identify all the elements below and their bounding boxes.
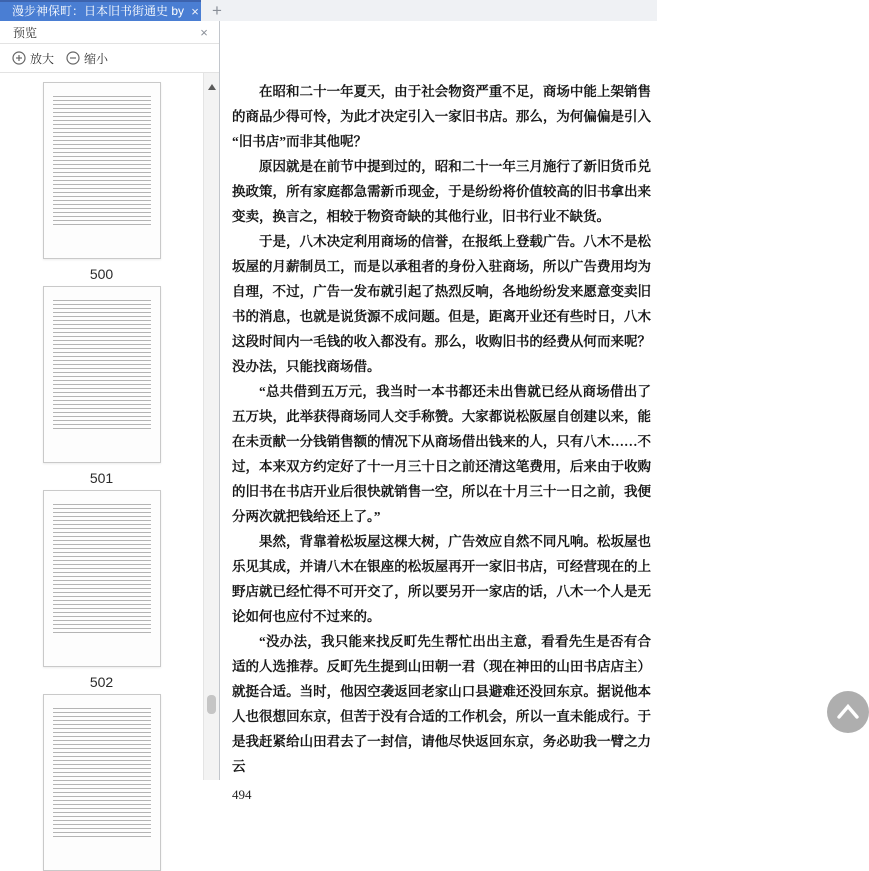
circle-plus-icon [12,51,26,65]
page-thumbnail[interactable] [43,286,161,463]
thumbnail-page-number: 501 [89,470,114,486]
thumbnail-text-preview [53,504,151,634]
zoom-in-button[interactable] [12,50,54,67]
page-content [232,21,651,807]
paragraph: 原因就是在前节中提到过的，昭和二十一年三月施行了新旧货币兑换政策，所有家庭都急需新币现金，于是纷纷将价值较高的旧书拿出来变卖，换言之，相较于物资奇缺的其他行业，旧书行业不缺货。 [232,159,651,224]
tab-close-icon[interactable]: × [191,4,199,19]
scrollbar-thumb[interactable] [207,695,216,714]
thumbnail-text-preview [53,96,151,226]
zoom-out-button[interactable] [66,50,108,67]
chevron-up-icon [827,691,869,733]
thumbnail-item [0,82,203,283]
paragraph: 于是，八木决定利用商场的信誉，在报纸上登载广告。八木不是松坂屋的月薪制员工，而是以承租者的身份入驻商场，所以广告费用均为自理，不过，广告一发布就引起了热烈反响，各地纷纷发来愿意变卖旧书的消息，也就是说货源不成问题。但是，距离开业还有些时日，八木这段时间内一毛钱的收入都没有。那么，收购旧书的经费从何而来呢？没办法，只能找商场借。 [232,234,651,374]
paragraph: “没办法，我只能来找反町先生帮忙出出主意，看看先生是否有合适的人选推荐。反町先生提到山田朝一君（现在神田的山田书店店主）就挺合适。当时，他因空袭返回老家山口县避难还没回东京。据说他本人也很想回东京，但苦于没有合适的工作机会，所以一直未能成行。于是我赶紧给山田君去了一封信，请他尽快返回东京，务必助我一臂之力云 [232,634,651,774]
page-thumbnail[interactable] [43,694,161,871]
paragraph: “总共借到五万元，我当时一本书都还未出售就已经从商场借出了五万块，此举获得商场同人交手称赞。大家都说松阪屋自创建以来，能在未贡献一分钱销售额的情况下从商场借出钱来的人，只有八木……不过，本来双方约定好了十一月三十日之前还清这笔费用，后来由于收购的旧书在书店开业后很快就销售一空，所以在十月三十一日之前，我便分两次就把钱给还上了。” [232,384,651,524]
thumbnail-text-preview [53,708,151,838]
sidebar-scrollbar[interactable] [203,73,219,780]
page-thumbnail[interactable] [43,82,161,259]
back-to-top-button[interactable] [827,691,869,733]
document-tab[interactable] [0,0,201,21]
page-thumbnail[interactable] [43,490,161,667]
thumbnail-text-preview [53,300,151,430]
page-number: 494 [232,787,252,802]
tab-title: 漫步神保町：日本旧书街通史 by [12,4,185,18]
sidebar-close-icon[interactable]: × [200,24,208,40]
zoom-in-label: 放大 [30,51,55,66]
paragraph: 在昭和二十一年夏天，由于社会物资严重不足，商场中能上架销售的商品少得可怜，为此才决定引入一家旧书店。那么，为何偏偏是引入“旧书店”而非其他呢？ [232,84,651,149]
scrollbar-up-button[interactable] [204,81,219,93]
thumbnail-list [0,73,203,780]
circle-minus-icon [66,51,80,65]
preview-sidebar [0,21,220,780]
thumbnail-page-number: 500 [89,266,114,282]
new-tab-button[interactable]: + [212,1,222,20]
triangle-up-icon [208,84,216,90]
reading-pane[interactable] [220,21,657,802]
thumbnail-item [0,490,203,691]
sidebar-header [0,21,219,44]
thumbnail-item [0,694,203,871]
sidebar-toolbar [0,44,219,73]
zoom-out-label: 缩小 [84,51,109,66]
sidebar-title: 预览 [13,25,38,40]
thumbnail-item [0,286,203,487]
thumbnail-page-number: 502 [89,674,114,690]
paragraph: 果然，背靠着松坂屋这棵大树，广告效应自然不同凡响。松坂屋也乐见其成，并请八木在银座的松坂屋再开一家旧书店，可经营现在的上野店就已经忙得不可开交了，所以要另开一家店的话，八木一个人是无论如何也应付不过来的。 [232,534,651,624]
tab-bar [0,0,657,21]
app-body [0,21,657,802]
